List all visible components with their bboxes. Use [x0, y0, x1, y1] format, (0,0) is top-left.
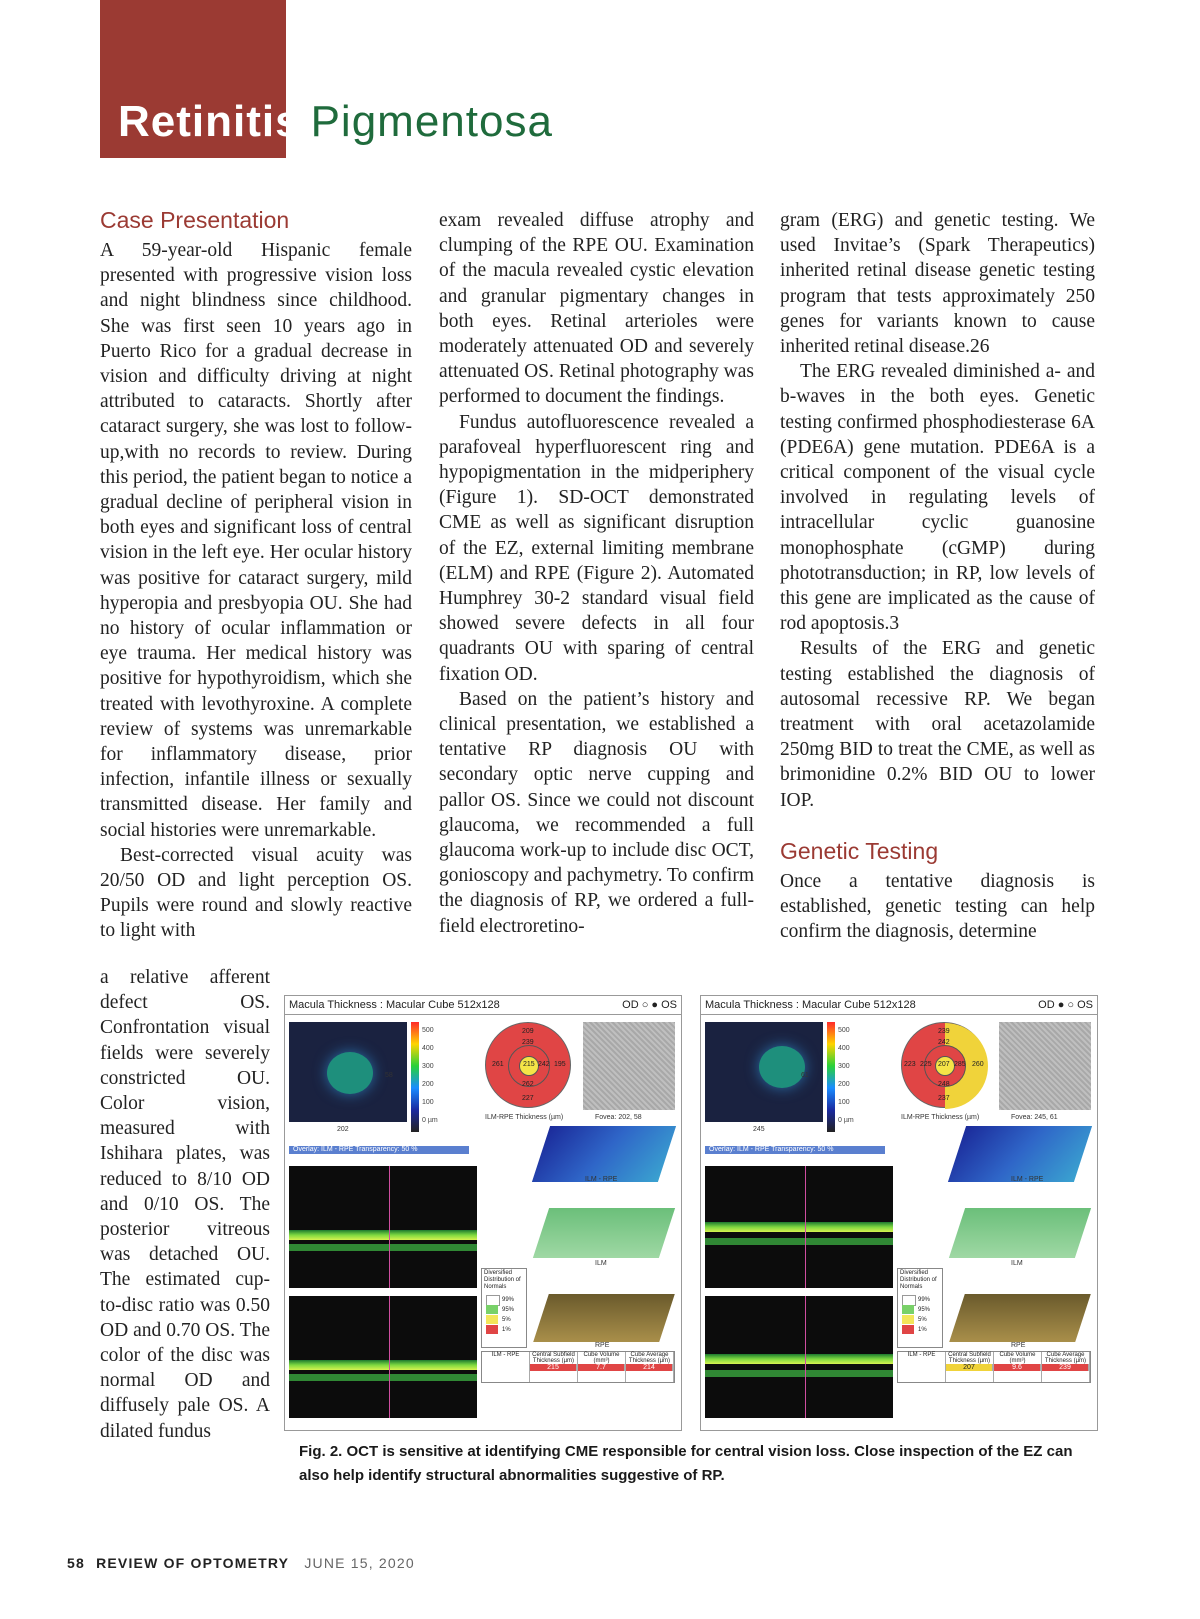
etdrs-grid: 239 242 223 225 207 285 260 248 237 [901, 1022, 987, 1108]
overlay-bar: Overlay: ILM - RPE Transparency: 50 % [289, 1146, 469, 1154]
slo-image [583, 1022, 675, 1110]
figure-caption: Fig. 2. OCT is sensitive at identifying CME responsible for central vision loss. Close inspection of the EZ can also help identify structural abnormalities suggestive of RP. [299, 1443, 1073, 1484]
summary-table: ILM - RPE Central Subfield Thickness (µm) 207 Cube Volume (mm³) 9.6 Cube Average Thickness (µm) 239 [897, 1351, 1091, 1383]
eye-selector: OD ● ○ OS [1038, 999, 1093, 1011]
panel-header [701, 996, 1097, 1015]
color-scale-labels: 500 400 300 200 100 0 µm [838, 1027, 854, 1124]
column-3 [780, 208, 1095, 944]
etdrs-grid: 209 239 261 215 242 195 262 227 [485, 1022, 571, 1108]
coord-label: 61 [801, 1072, 809, 1079]
column-1 [100, 206, 412, 944]
surface-label: RPE [1011, 1342, 1026, 1349]
oct-figure [284, 995, 1099, 1431]
color-scale-labels: 500 400 300 200 100 0 µm [422, 1027, 438, 1124]
page-number: 58 [67, 1555, 85, 1571]
paragraph: Based on the patient’s history and clinical presentation, we established a tentative RP diagnosis OU with secondary optic nerve cupping and pallor OS. Since we could not discount glaucoma, we recommended a full glaucoma work-up to include disc OCT, gonioscopy and pachymetry. To confirm the diagnosis of RP, we ordered a full-field electroretino- [439, 688, 754, 937]
panel-title: Macula Thickness : Macular Cube 512x128 [289, 999, 500, 1011]
thickness-label: ILM-RPE Thickness (µm) [901, 1114, 980, 1121]
ilm-rpe-surface [532, 1126, 676, 1182]
paragraph: exam revealed diffuse atrophy and clumping of the RPE OU. Examination of the macula revealed cystic elevation and granular pigmentary changes in both eyes. Retinal arterioles were moderately attenuated OD and severely attenuated OS. Retinal photography was performed to document the findings. [439, 210, 754, 408]
page-title [118, 97, 553, 146]
fovea-label: Fovea: 202, 58 [595, 1114, 642, 1121]
thickness-label: ILM-RPE Thickness (µm) [485, 1114, 564, 1121]
normals-legend: Diversified Distribution of Normals 99% 95% 5% 1% [897, 1268, 943, 1348]
summary-table: ILM - RPE Central Subfield Thickness (µm) 215 Cube Volume (mm³) 7.7 Cube Average Thickness (µm) 214 [481, 1351, 675, 1383]
oct-panel-os [700, 995, 1098, 1431]
overlay-bar: Overlay: ILM - RPE Transparency: 50 % [705, 1146, 885, 1154]
surface-label: ILM [1011, 1260, 1023, 1267]
coord-label: 58 [385, 1072, 393, 1079]
paragraph: Fundus autofluorescence revealed a parafoveal hyperfluorescent ring and hypopigmentation in the midperiphery (Figure 1). SD-OCT demonstrated CME as well as significant disruption of the EZ, external limiting membrane (ELM) and RPE (Figure 2). Automated Humphrey 30-2 standard visual field showed severe defects in all four quadrants OU with sparing of central fixation OD. [439, 411, 754, 685]
paragraph: Best-corrected visual acuity was 20/50 OD and light perception OS. Pupils were round and slowly reactive to light with [100, 844, 412, 942]
coord-label: 202 [337, 1126, 349, 1133]
ilm-rpe-surface [948, 1126, 1092, 1182]
paragraph: A 59-year-old Hispanic female presented with progressive vision loss and night blindness since childhood. She was first seen 10 years ago in Puerto Rico for a gradual decrease in vision and difficulty driving at night attributed to cataracts. Shortly after cataract surgery, she was lost to follow-up,with no records to review. During this period, the patient began to notice a gradual decline of peripheral vision in both eyes and significant loss of central vision in the left eye. Her ocular history was positive for cataract surgery, mild hyperopia and presbyopia OU. She had no history of ocular inflammation or eye trauma. Her medical history was positive for hypothyroidism, which she treated with levothyroxine. A complete review of systems was unremarkable for inflammatory disease, prior infection, infantile illness or sexually transmitted disease. Her family and social histories were unremarkable. [100, 240, 412, 841]
oct-bscan [705, 1296, 893, 1418]
title-word-2: Pigmentosa [310, 97, 553, 146]
paragraph: The ERG revealed diminished a- and b-waves in the both eyes. Genetic testing confirmed phosphodiesterase 6A (PDE6A) gene mutation. PDE6A is a critical component of the visual cycle involved in regulating levels of intracellular cyclic guanosine monophosphate (cGMP) during phototransduction; in RP, low levels of this gene are implicated as the cause of rod apoptosis.3 [780, 361, 1095, 635]
paragraph: gram (ERG) and genetic testing. We used Invitae’s (Spark Therapeutics) inherited retinal disease genetic testing program that tests approximately 250 genes for variants known to cause inherited retinal disease.26 [780, 210, 1095, 358]
surface-label: RPE [595, 1342, 610, 1349]
paragraph: Once a tentative diagnosis is established, genetic testing can help confirm the diagnosis, determine [780, 870, 1095, 943]
paragraph: Results of the ERG and genetic testing established the diagnosis of autosomal recessive RP. We began treatment with oral acetazolamide 250mg BID to treat the CME, as well as brimonidine 0.2% BID OU to lower IOP. [780, 638, 1095, 811]
fovea-label: Fovea: 245, 61 [1011, 1114, 1058, 1121]
rpe-surface [533, 1294, 675, 1342]
panel-title: Macula Thickness : Macular Cube 512x128 [705, 999, 916, 1011]
oct-bscan [705, 1166, 893, 1288]
eye-selector: OD ○ ● OS [622, 999, 677, 1011]
surface-label: ILM [595, 1260, 607, 1267]
color-scale-bar [411, 1022, 419, 1132]
surface-label: ILM - RPE [585, 1176, 618, 1183]
column-1-continued [100, 965, 270, 1444]
slo-image [999, 1022, 1091, 1110]
issue-date: JUNE 15, 2020 [304, 1555, 415, 1571]
normals-legend: Diversified Distribution of Normals 99% 95% 5% 1% [481, 1268, 527, 1348]
panel-header [285, 996, 681, 1015]
page-footer [67, 1555, 415, 1571]
surface-label: ILM - RPE [1011, 1176, 1044, 1183]
oct-bscan [289, 1296, 477, 1418]
paragraph: a relative afferent defect OS. Confrontation visual fields were severely constricted OU. Color vision, measured with Ishihara plates, was reduced to 8/10 OD and 0/10 OS. The posterior vitreous was detached OU. The estimated cup-to-disc ratio was 0.50 OD and 0.70 OS. The color of the disc was normal OD and diffusely pale OS. A dilated fundus [100, 967, 270, 1442]
oct-panel-od [284, 995, 682, 1431]
rpe-surface [949, 1294, 1091, 1342]
section-heading-genetic: Genetic Testing [780, 837, 939, 864]
ilm-surface [533, 1208, 675, 1258]
coord-label: 245 [753, 1126, 765, 1133]
color-scale-bar [827, 1022, 835, 1132]
section-heading-case: Case Presentation [100, 207, 290, 233]
title-word-1: Retinitis [118, 97, 301, 146]
magazine-name: REVIEW OF OPTOMETRY [96, 1555, 290, 1571]
oct-bscan [289, 1166, 477, 1288]
column-2 [439, 208, 754, 939]
ilm-surface [949, 1208, 1091, 1258]
